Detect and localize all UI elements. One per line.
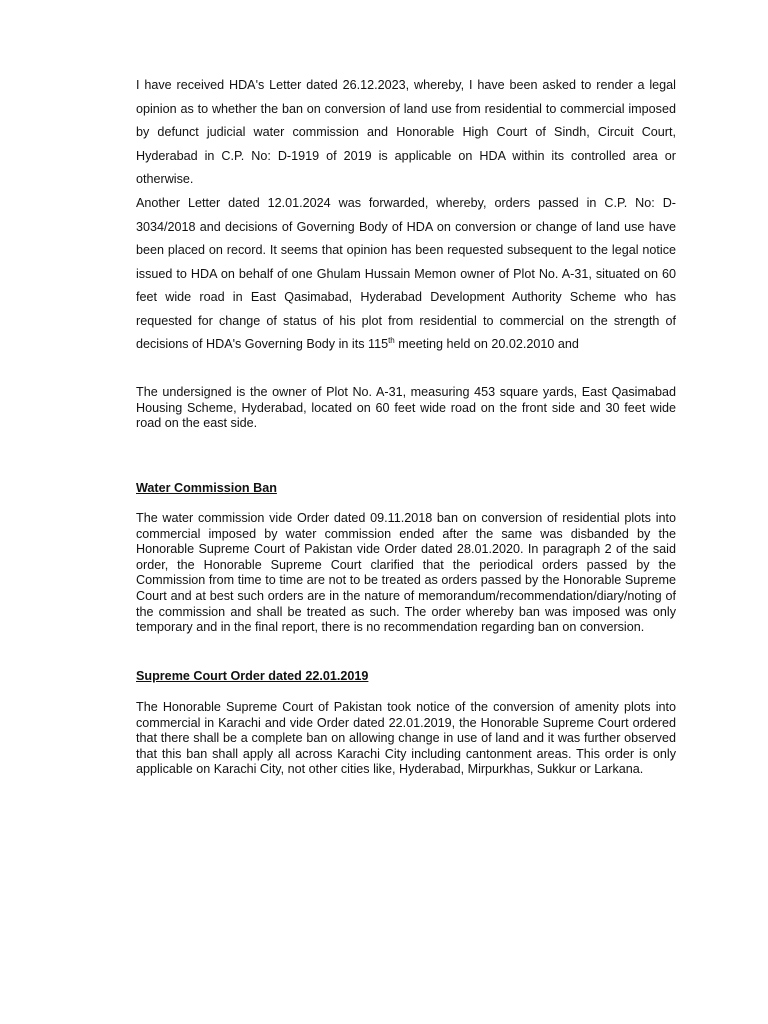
- ordinal-suffix: th: [388, 335, 395, 345]
- paragraph-text: Another Letter dated 12.01.2024 was forwarded, whereby, orders passed in C.P. No: D-3034/2018 and decisions of Governing Body of HDA on conversion or change of land use have been placed on record. It seems that opinion has been requested subsequent to the legal notice issued to HDA on behalf of one Ghulam Hussain Memon owner of Plot No. A-31, situated on 60 feet wide road in East Qasimabad, Hyderabad Development Authority Scheme who has requested for change of status of his plot from residential to commercial on the strength of decisions of HDA's Governing Body in its 115: [136, 196, 676, 351]
- water-commission-paragraph: The water commission vide Order dated 09.11.2018 ban on conversion of residential plots into commercial imposed by water commission ended after the same was disbanded by the Honorable Supreme Court of Pakistan vide Order dated 28.01.2020. In paragraph 2 of the said order, the Honorable Supreme Court clarified that the periodical orders passed by the Commission from time to time are not to be treated as orders passed by the Honorable Supreme Court and at best such orders are in the nature of memorandum/recommendation/diary/noting of the commission and shall be treated as such. The order whereby ban was imposed was only temporary and in the final report, there is no recommendation regarding ban on conversion.: [136, 511, 676, 635]
- document-page: [136, 0, 676, 1024]
- intro-paragraph-plot-owner: The undersigned is the owner of Plot No. A-31, measuring 453 square yards, East Qasimabad Housing Scheme, Hyderabad, located on 60 feet wide road on the front side and 30 feet wide road on the east side.: [136, 385, 676, 431]
- section-heading-supreme-court-order: Supreme Court Order dated 22.01.2019: [136, 669, 369, 683]
- section-heading-water-commission: Water Commission Ban: [136, 481, 277, 495]
- intro-paragraph-letter-12-01-2024: [136, 192, 676, 357]
- paragraph-text-end: meeting held on 20.02.2010 and: [394, 337, 579, 351]
- intro-paragraph-letter-26-12-2023: I have received HDA's Letter dated 26.12.2023, whereby, I have been asked to render a legal opinion as to whether the ban on conversion of land use from residential to commercial imposed by defunct judicial water commission and Honorable High Court of Sindh, Circuit Court, Hyderabad in C.P. No: D-1919 of 2019 is applicable on HDA within its controlled area or otherwise.: [136, 78, 676, 186]
- supreme-court-paragraph: The Honorable Supreme Court of Pakistan took notice of the conversion of amenity plots into commercial in Karachi and vide Order dated 22.01.2019, the Honorable Supreme Court ordered that there shall be a complete ban on allowing change in use of land and it was further observed that this ban shall apply all across Karachi City including cantonment areas. This order is only applicable on Karachi City, not other cities like, Hyderabad, Mirpurkhas, Sukkur or Larkana.: [136, 700, 676, 777]
